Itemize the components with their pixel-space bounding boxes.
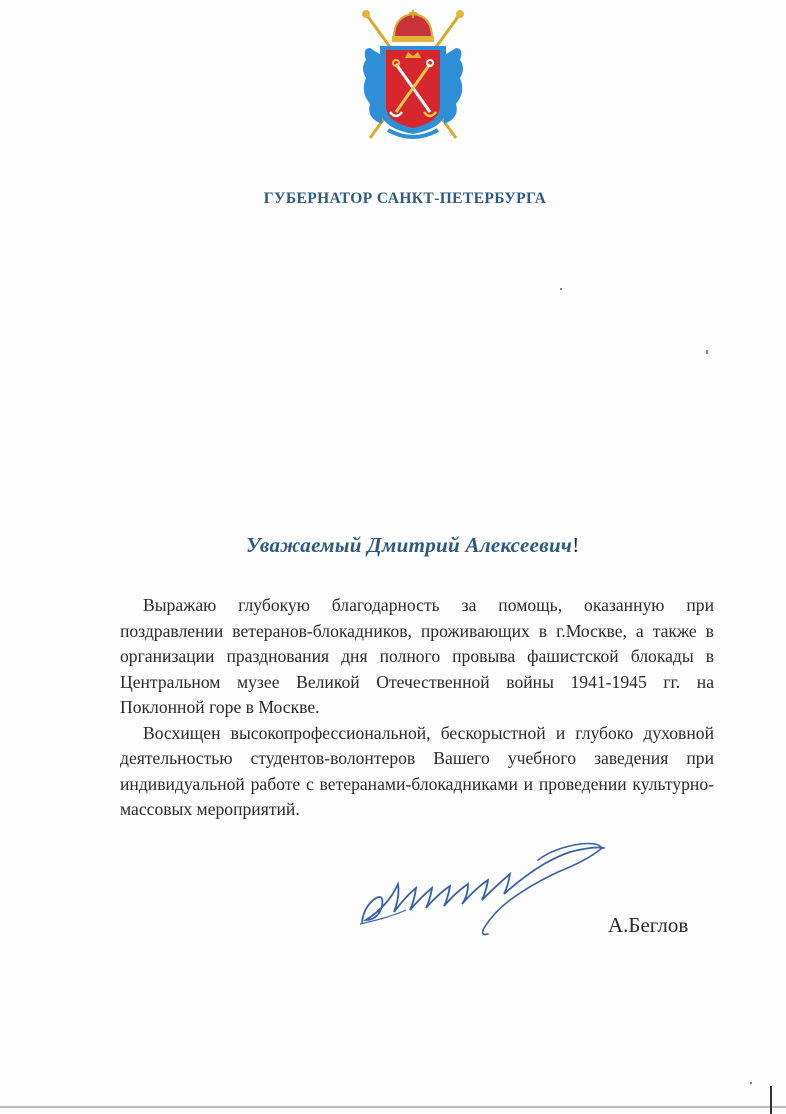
signer-name: А.Беглов xyxy=(608,913,689,937)
handwritten-signature-icon xyxy=(358,836,618,946)
letter-greeting xyxy=(246,533,580,558)
paragraph-gratitude: Выражаю глубокую благодарность за помощь, оказанную при поздравлении ветеранов-блокадников, проживающих в г.Москве, а также в организации празднования дня полного провыва фашистской блокады в Центральном музее Великой Отечественной войны 1941-1945 гг. на Поклонной горе в Москве. xyxy=(120,595,714,717)
scan-speck xyxy=(560,288,562,290)
governor-heading: ГУБЕРНАТОР САНКТ-ПЕТЕРБУРГА xyxy=(263,190,547,207)
scan-edge-mark xyxy=(770,1086,772,1114)
letter-body xyxy=(120,593,714,823)
paragraph-admiration: Восхищен высокопрофессиональной, бескорыстной и глубоко духовной деятельностью студентов-волонтеров Вашего учебного заведения при индивидуальной работе с ветеранами-блокадниками и проведении культурно-массовых мероприятий. xyxy=(120,722,714,819)
scan-speck xyxy=(750,1082,752,1084)
greeting-exclamation: ! xyxy=(572,533,580,557)
greeting-name: Уважаемый Дмитрий Алексеевич xyxy=(246,533,573,557)
coat-of-arms-icon xyxy=(356,8,470,144)
scan-speck xyxy=(706,350,708,354)
scan-bottom-edge xyxy=(0,1106,786,1108)
